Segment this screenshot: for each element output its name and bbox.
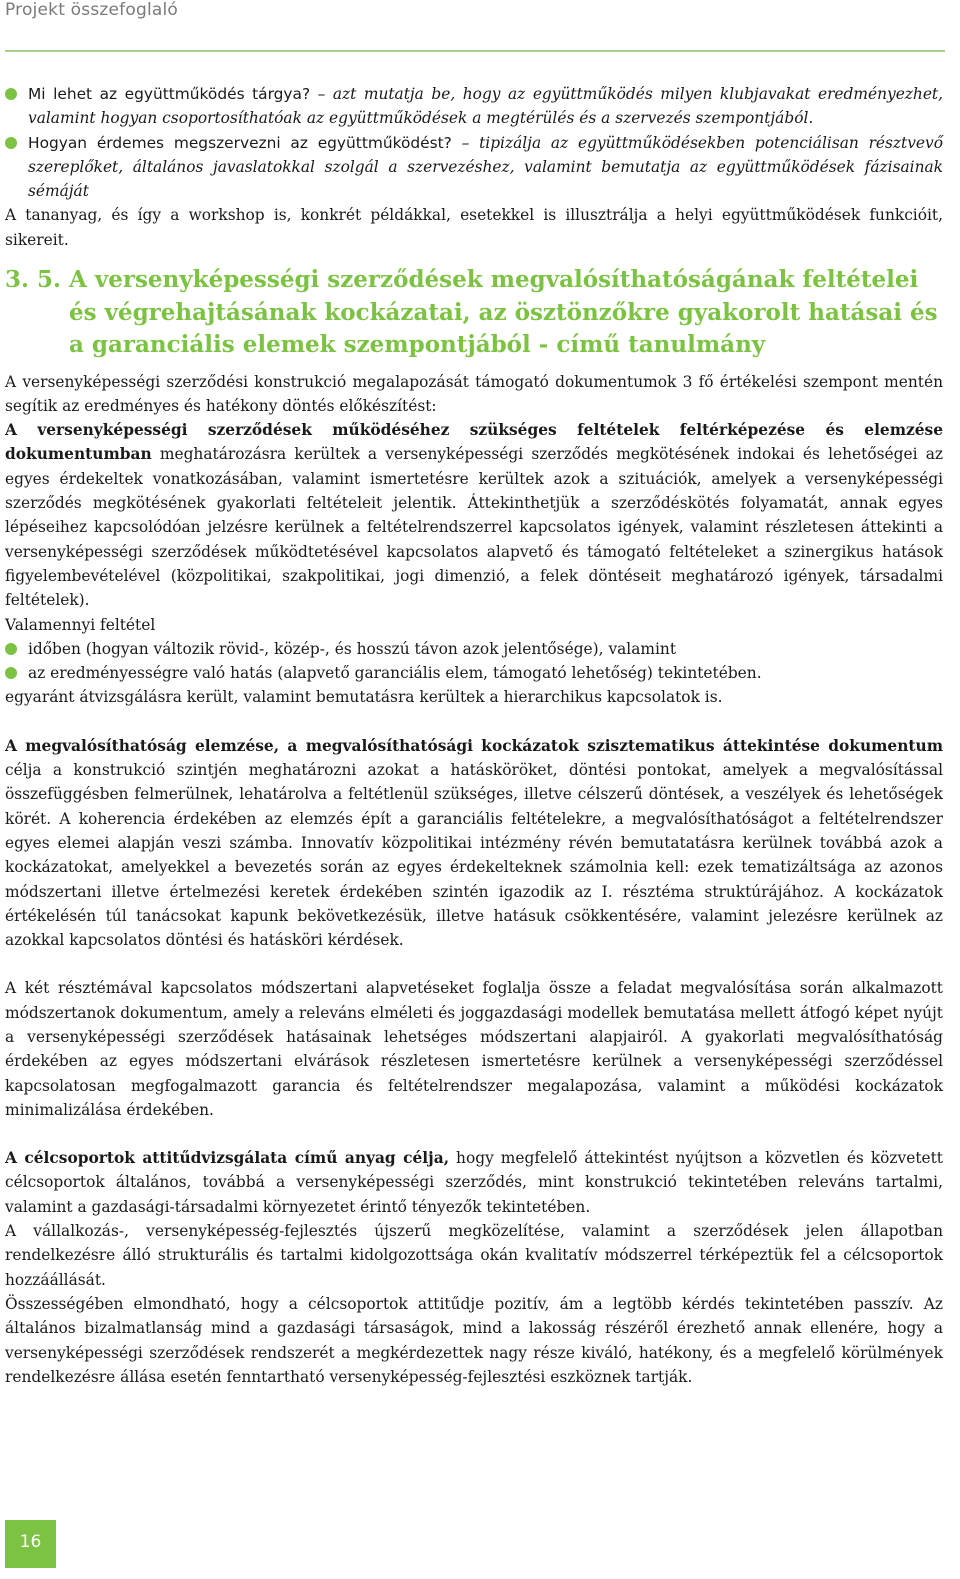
page-number: 16 <box>19 1532 42 1552</box>
paragraph: A versenyképességi szerződési konstrukció megalapozását támogató dokumentumok 3 fő értékelési szempont mentén segítik az eredményes és hatékony döntés előkészítést: <box>5 372 943 415</box>
document-body <box>5 82 943 1389</box>
bullet-text: az eredményességre való hatás (alapvető garanciális elem, támogató lehetőség) tekintetében. <box>28 664 762 683</box>
bullet-dot-icon <box>5 667 17 679</box>
paragraph-bold-lead: A versenyképességi szerződések működéséhez szükséges feltételek feltérképezése és elemzése dokumentumban <box>5 421 943 464</box>
paragraph <box>5 734 943 953</box>
paragraph-bold-lead: A megvalósíthatóság elemzése, a megvalósíthatósági kockázatok szisztematikus áttekintése dokumentum <box>5 736 943 755</box>
section-heading <box>5 264 943 362</box>
paragraph: Valamennyi feltétel <box>5 615 156 634</box>
bullet-answer: – tipizálja az együttműködésekben potenciálisan résztvevő szereplőket, általános javaslatokkal szolgál a szervezéshez, valamint bemutatja az együttműködések fázisainak sémáját <box>28 133 943 201</box>
paragraph-text: meghatározásra kerültek a versenyképességi szerződés megkötésének indokai és lehetőségei az egyes érdekeltek vonatkozásában, valamint ismertetésre kerültek azok a szituációk, amelyek a versenyképességi szerződés megkötésének gyakorlati feltételeit jelentik. Áttekinthetjük a szerződéskötés folyamatát, annak egyes lépéseihez kapcsolódóan jelzésre kerülnek a feltételrendszerrel kapcsolatos igények, valamint részletesen áttekinti a versenyképességi szerződések működtetésével kapcsolatos alapvető és támogató feltételeket a szinergikus hatások figyelembevételével (közpolitikai, szakpolitikai, jogi dimenzió, a felek döntéseit meghatározó igények, társadalmi feltételek). <box>5 445 943 610</box>
bullet-item <box>5 637 943 661</box>
bullet-answer: – azt mutatja be, hogy az együttműködés milyen klubjavakat eredményezhet, valamint hogyan csoportosíthatóak az együttműködések a megtérülés és a szervezés szempontjából. <box>28 85 944 128</box>
intro-paragraph: A tananyag, és így a workshop is, konkrét példákkal, esetekkel is illusztrálja a helyi együttműködések funkcióit, sikereit. <box>5 206 943 249</box>
paragraph <box>5 418 943 612</box>
paragraph-text: célja a konstrukció szintjén meghatározni azokat a hatásköröket, döntési pontokat, amelyek a megvalósítással összefüggésben felmerülnek, lehatárolva a feltétlenül szükséges, illetve célszerű döntések, a veszélyek és lehetőségek körét. A koherencia érdekében az elemzés épít a garanciális feltételekre, a megvalósíthatóságot a feltételrendszer egyes elemei alapján veszi számba. Innovatív közpolitikai intézmény révén bemutatatásra kerülnek továbbá azok a kockázatokat, amelyekkel a bevezetés során az egyes érdekelteknek számolnia kell: ezek tematizáltsága az azonos módszertani illetve értelmezési keretek érdekében szintén igazodik az I. résztéma struktúrájához. A kockázatok értékelésén túl tanácsokat kapunk bekövetkezésük, illetve hatásuk csökkentésére, valamint jelezésre kerülnek az azokkal kapcsolatos döntési és hatásköri kérdések. <box>5 761 943 950</box>
bullet-dot-icon <box>5 137 17 149</box>
paragraph: Összességében elmondható, hogy a célcsoportok attitűdje pozitív, ám a legtöbb kérdés tekintetében passzív. Az általános bizalmatlanság mind a gazdasági társaságok, mind a lakosság részéről érezhető annak ellenére, hogy a versenyképességi szerződések rendszerét a megkérdezettek nagy része kiváló, hatékony, és a megfelelő körülmények rendelkezésre állása esetén fenntartható versenyképesség-fejlesztési eszköznek tartják. <box>5 1294 943 1386</box>
bullet-dot-icon <box>5 643 17 655</box>
section-number: 3. 5. <box>5 266 62 294</box>
header-title: Projekt összefoglaló <box>5 0 179 20</box>
page-header <box>0 0 960 50</box>
bullet-item <box>5 661 943 685</box>
bullet-dot-icon <box>5 88 17 100</box>
paragraph: A vállalkozás-, versenyképesség-fejlesztés újszerű megközelítése, valamint a szerződések jelen állapotban rendelkezésre álló strukturális és tartalmi kidolgozottsága okán kvalitatív módszerrel térképeztük fel a célcsoportok hozzáállását. <box>5 1222 943 1289</box>
paragraph-bold-lead: A célcsoportok attitűdvizsgálata című anyag célja, <box>5 1149 450 1168</box>
paragraph: A két résztémával kapcsolatos módszertani alapvetéseket foglalja össze a feladat megvalósítása során alkalmazott módszertanok dokumentum, amely a releváns elméleti és joggazdasági modellek bemutatása mellett átfogó képet nyújt a versenyképességi szerződések hatásainak lehetséges módszertani alapjairól. A gyakorlati megvalósíthatóság érdekében az egyes módszertani elvárások részletesen ismertetésre kerülnek a versenyképességi szerződéssel kapcsolatosan megfogalmazott garancia és feltételrendszer megalapozása, valamint a működési kockázatok minimalizálása érdekében. <box>5 979 943 1119</box>
bullet-item <box>5 82 943 131</box>
paragraph: egyaránt átvizsgálásra került, valamint bemutatásra kerültek a hierarchikus kapcsolatok is. <box>5 688 723 707</box>
bullet-question: Hogyan érdemes megszervezni az együttműködést? <box>28 133 452 152</box>
section-title: A versenyképességi szerződések megvalósíthatóságának feltételei és végrehajtásának kockázatai, az ösztönzőkre gyakorolt hatásai és a garanciális elemek szempontjából - című tanulmány <box>69 266 938 359</box>
page-number-badge <box>5 1520 56 1568</box>
paragraph-text: hogy megfelelő áttekintést nyújtson a közvetlen és közvetett célcsoportok általános, továbbá a versenyképességi szerződés, mint konstrukció tekintetében releváns tartalmi, valamint a gazdasági-társadalmi környezetet érintő tényezők tekintetében. <box>5 1149 943 1216</box>
header-divider <box>5 50 945 52</box>
paragraph <box>5 1146 943 1219</box>
bullet-item <box>5 131 943 204</box>
bullet-text: időben (hogyan változik rövid-, közép-, és hosszú távon azok jelentősége), valamint <box>28 639 677 658</box>
bullet-question: Mi lehet az együttműködés tárgya? <box>28 85 311 103</box>
